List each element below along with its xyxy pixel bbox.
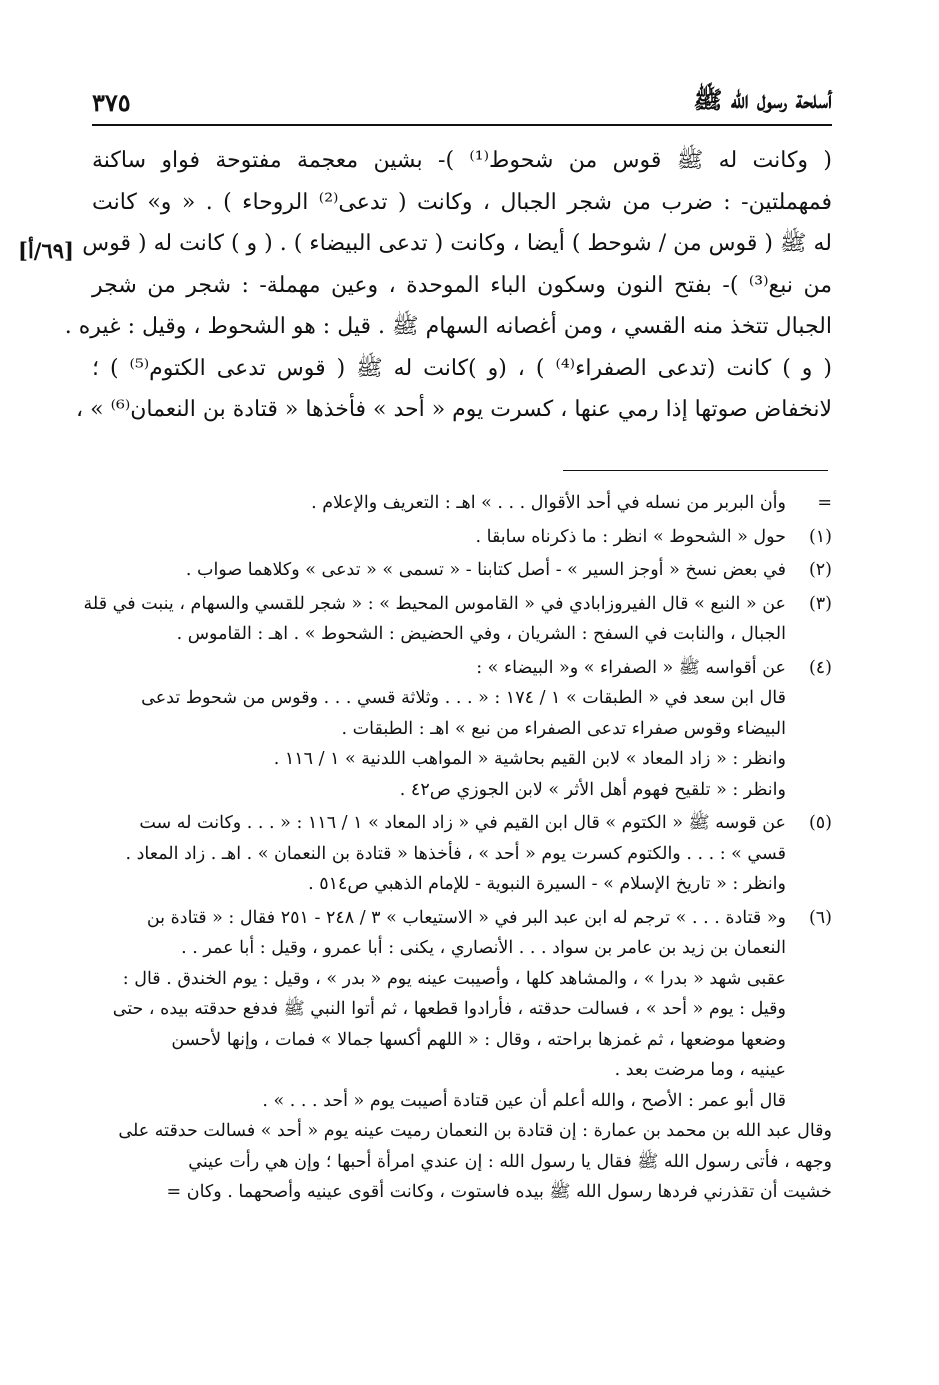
footnote-line: وقيل : يوم « أحد » ، فسالت حدقته ، فأرادوا قطعها ، ثم أتوا النبي ﷺ فدفع حدقته بيده ، حتى <box>112 999 786 1019</box>
footnote-1 <box>92 522 832 553</box>
footnote-5 <box>92 808 832 900</box>
footnote-number: (١) <box>808 526 832 547</box>
footnote-line: النعمان بن زيد بن عامر بن سواد . . . الأنصاري ، يكنى : أبا عمرو ، وقيل : أبا عمر . . <box>181 938 786 958</box>
main-line: ( وكانت له ﷺ قوس من شحوط⁽¹⁾ )- بشين معجمة مفتوحة فواو ساكنة <box>92 148 832 173</box>
footnote-number: (٣) <box>808 593 832 614</box>
continuation-marker: = <box>817 493 832 513</box>
footnote-line: حول « الشحوط » انظر : ما ذكرناه سابقا . <box>475 526 786 547</box>
footnote-6-body <box>92 1116 832 1208</box>
footnote-line: وقال عبد الله بن محمد بن عمارة : إن قتادة بن النعمان رميت عينه يوم « أحد » فسالت حدقته على <box>118 1121 832 1141</box>
main-line: ( و ) كانت (تدعى الصفراء⁽⁴⁾ ) ، (و )كانت له ﷺ ( قوس تدعى الكتوم⁽⁵⁾ ) ؛ <box>92 355 832 381</box>
footnote-line: وانظر : « تاريخ الإسلام » - السيرة النبوية - للإمام الذهبي ص٥١٤ . <box>308 874 786 894</box>
footnote-line: البيضاء وقوس صفراء تدعى الصفراء من نبع » اهـ : الطبقات . <box>341 718 786 739</box>
footnote-number: (٤) <box>808 657 832 678</box>
footnote-line: عقبى شهد « بدرا » ، والمشاهد كلها ، وأصيبت عينه يوم « بدر » ، وقيل : يوم الخندق . قال : <box>122 968 786 989</box>
main-line: الجبال تتخذ منه القسي ، ومن أغصانه السهام ﷺ . قيل : هو الشحوط ، وقيل : غيره . <box>64 314 832 339</box>
main-line: من نبع⁽³⁾ )- بفتح النون وسكون الباء الموحدة ، وعين مهملة- : شجر من شجر <box>92 272 832 298</box>
main-line: له ﷺ ( قوس من / شوحط ) أيضا ، وكانت ( تدعى البيضاء ) . ( و ) كانت له ( قوس <box>82 231 832 256</box>
footnote-line: وانظر : « تلقيح فهوم أهل الأثر » لابن الجوزي ص٤٢ . <box>399 779 786 800</box>
footnote-line: و« قتادة . . . » ترجم له ابن عبد البر في « الاستيعاب » ٣ / ٢٤٨ - ٢٥١ فقال : « قتادة بن <box>146 907 786 928</box>
main-line: فمهملتين- : ضرب من شجر الجبال ، وكانت ( تدعى⁽²⁾ الروحاء ) . « و» كانت <box>92 189 832 215</box>
main-line: لانخفاض صوتها إذا رمي عنها ، كسرت يوم « أحد » فأخذها « قتادة بن النعمان⁽⁶⁾ » ، <box>76 397 832 422</box>
footnotes <box>83 488 832 1208</box>
footnote-continuation <box>92 488 832 519</box>
footnote-line: قال ابن سعد في « الطبقات » ١ / ١٧٤ : « . . . وثلاثة قسي . . . وقوس من شحوط تدعى <box>141 688 786 708</box>
footnote-line: عينيه ، وما مرضت بعد . <box>614 1060 786 1080</box>
footnote-6 <box>92 903 832 1117</box>
footnote-line: في بعض نسخ « أوجز السير » - أصل كتابنا - « تسمى » « تدعى » وكلاهما صواب . <box>185 560 786 580</box>
manuscript-folio-ref: [٦٩/أ] <box>18 238 74 263</box>
footnote-number: (٦) <box>808 907 832 928</box>
footnote-line: عن « النبع » قال الفيروزابادي في « القاموس المحيط » : « شجر للقسي والسهام ، ينبت في قلة <box>83 593 786 614</box>
footnote-line: قال أبو عمر : الأصح ، والله أعلم أن عين قتادة أصيبت يوم « أحد . . . » . <box>262 1090 786 1111</box>
footnote-line: وضعها موضعها ، ثم غمزها براحته ، وقال : « اللهم أكسها جمالا » فمات ، وإنها لأحسن <box>171 1029 786 1050</box>
footnote-line: عن أقواسه ﷺ « الصفراء » و« البيضاء » : <box>476 657 786 678</box>
footnote-line: وأن البربر من نسله في أحد الأقوال . . . » اهـ : التعريف والإعلام . <box>311 493 786 513</box>
footnote-line: خشيت أن تقذرني فردها رسول الله ﷺ بيده فاستوت ، وكانت أقوى عينيه وأصحهما . وكان = <box>166 1182 832 1202</box>
footnote-line: الجبال ، والنابت في السفح : الشريان ، وفي الحضيض : الشحوط » . اهـ : القاموس . <box>176 624 786 644</box>
footnote-line: عن قوسه ﷺ « الكتوم » قال ابن القيم في « زاد المعاد » ١ / ١١٦ : « . . . وكانت له ست <box>139 813 786 833</box>
page-header <box>92 84 832 126</box>
footnote-2 <box>92 555 832 586</box>
running-title: أسلحة رسول الله ﷺ <box>693 84 832 114</box>
footnote-3 <box>83 589 832 650</box>
footnote-4 <box>92 653 832 684</box>
main-text <box>64 140 832 431</box>
footnote-line: وانظر : « زاد المعاد » لابن القيم بحاشية « المواهب اللدنية » ١ / ١١٦ . <box>273 749 786 769</box>
footnote-line: قسي » : . . . والكتوم كسرت يوم « أحد » ، فأخذها « قتادة بن النعمان » . اهـ . زاد المعاد . <box>125 843 786 864</box>
footnote-line: وجهه ، فأتى رسول الله ﷺ فقال يا رسول الله : إن عندي امرأة أحبها ؛ وإن هي رأت عيني <box>188 1151 832 1172</box>
footnote-number: (٥) <box>808 813 832 833</box>
footnote-4-body <box>92 683 832 805</box>
footnote-separator <box>563 470 828 471</box>
footnote-number: (٢) <box>808 560 832 580</box>
page-number: ٣٧٥ <box>92 87 131 117</box>
